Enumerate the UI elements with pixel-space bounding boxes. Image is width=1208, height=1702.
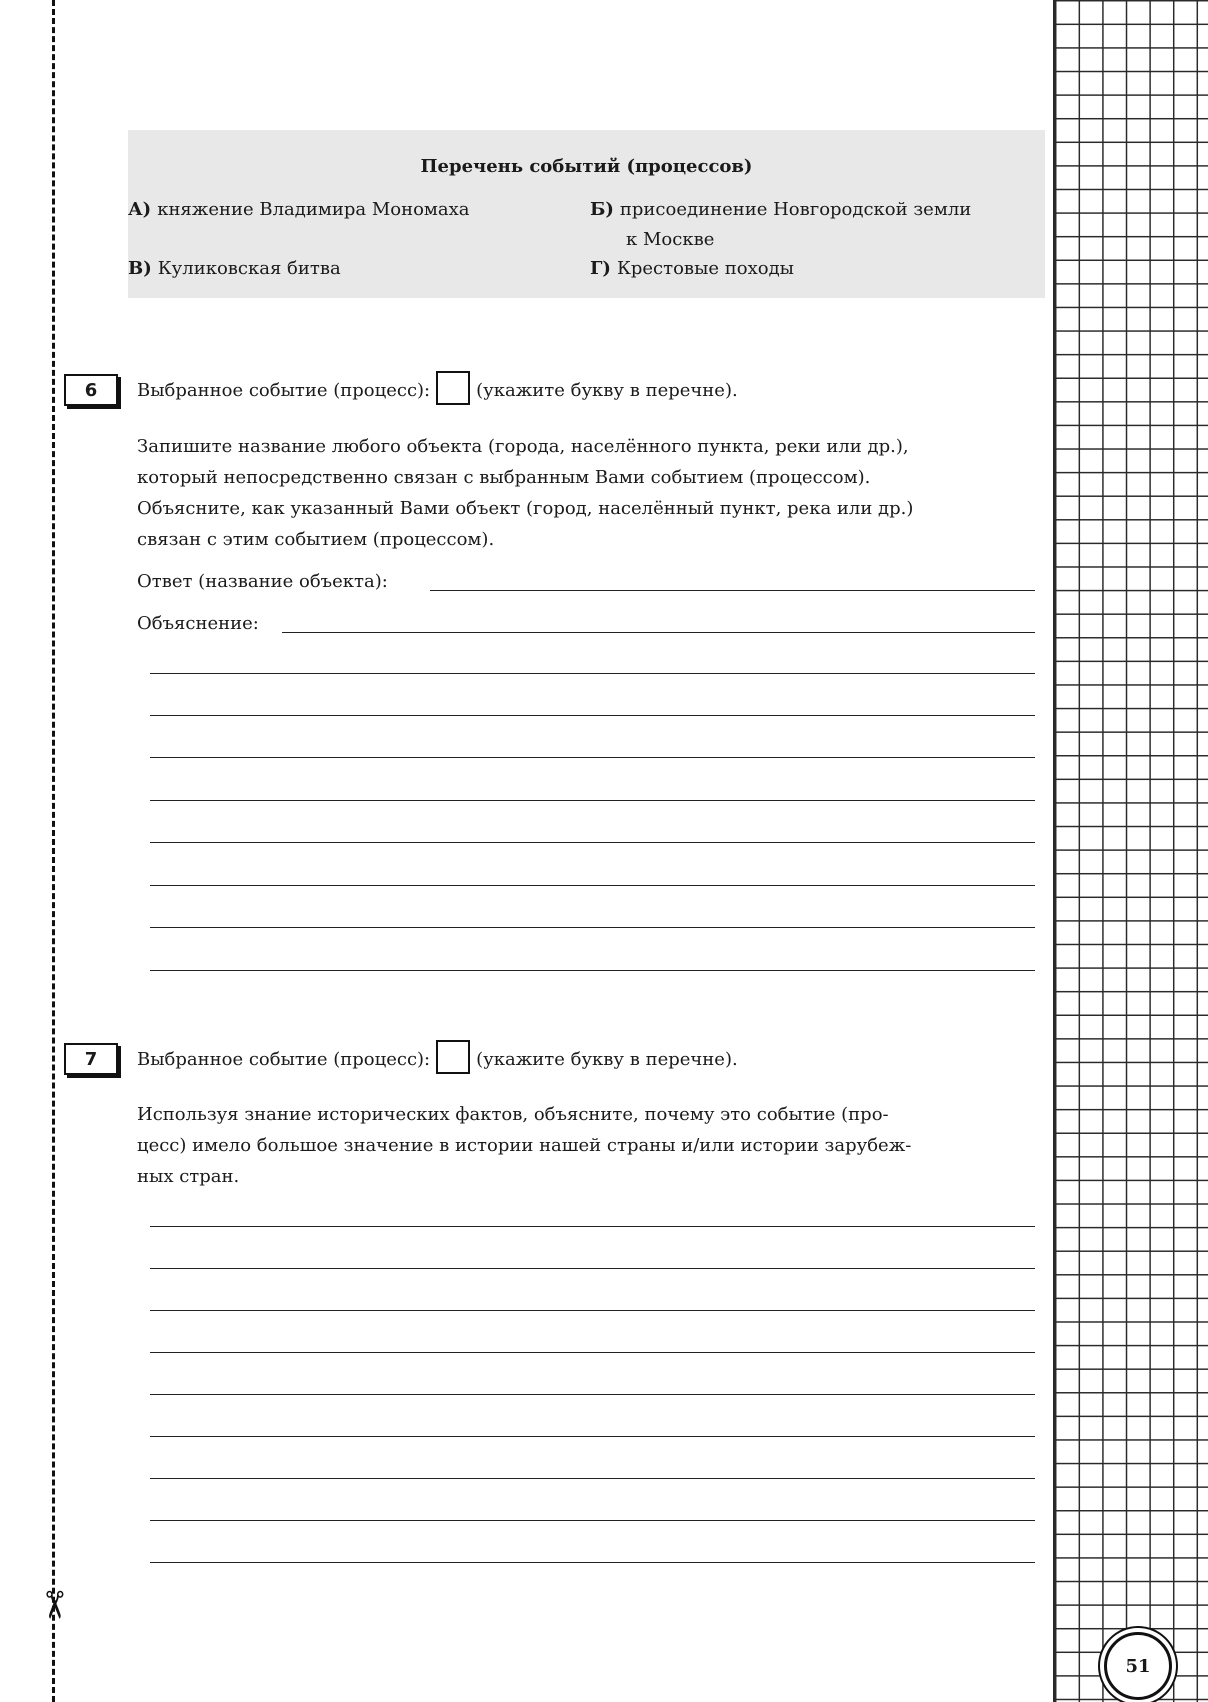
event-text: присоединение Новгородской земли	[619, 199, 972, 220]
writing-line[interactable]	[150, 885, 1035, 886]
event-b	[590, 195, 971, 225]
event-letter: Б)	[590, 199, 614, 220]
events-title: Перечень событий (процессов)	[420, 156, 753, 177]
writing-line[interactable]	[150, 1436, 1035, 1437]
event-text: Крестовые походы	[616, 258, 794, 279]
event-b-continuation: к Москве	[626, 229, 715, 250]
chosen-label: Выбранное событие (процесс):	[137, 1049, 431, 1070]
task-6-number: 6	[64, 374, 118, 406]
paragraph-line: цесс) имело большое значение в истории нашей страны и/или истории зарубеж-	[137, 1135, 912, 1156]
event-text: Куликовская битва	[157, 258, 341, 279]
scissors-icon: ✂	[31, 1589, 76, 1621]
task-7-letter-box[interactable]	[436, 1040, 470, 1074]
task-7-number: 7	[64, 1043, 118, 1075]
task-7-instructions	[137, 1099, 1037, 1192]
writing-line[interactable]	[150, 1268, 1035, 1269]
paragraph-line: Объясните, как указанный Вами объект (город, населённый пункт, река или др.)	[137, 498, 914, 519]
cut-line	[52, 0, 55, 1702]
writing-line[interactable]	[150, 800, 1035, 801]
writing-line[interactable]	[150, 1562, 1035, 1563]
page-number: 51	[1104, 1632, 1172, 1700]
paragraph-line: Запишите название любого объекта (города, населённого пункта, реки или др.),	[137, 436, 909, 457]
writing-line[interactable]	[150, 757, 1035, 758]
writing-line[interactable]	[150, 1352, 1035, 1353]
writing-line[interactable]	[150, 927, 1035, 928]
writing-line[interactable]	[150, 1520, 1035, 1521]
event-g	[590, 254, 794, 284]
task-6-chosen-event	[137, 374, 738, 408]
event-letter: А)	[128, 199, 152, 220]
writing-line[interactable]	[150, 842, 1035, 843]
task-6-answer-line[interactable]	[430, 590, 1035, 591]
task-6-instructions	[137, 431, 1037, 555]
writing-line[interactable]	[150, 715, 1035, 716]
paragraph-line: Используя знание исторических фактов, объясните, почему это событие (про-	[137, 1104, 889, 1125]
chosen-label: Выбранное событие (процесс):	[137, 380, 431, 401]
chosen-hint: (укажите букву в перечне).	[476, 1049, 738, 1070]
event-v	[128, 254, 341, 284]
paragraph-line: связан с этим событием (процессом).	[137, 529, 495, 550]
paragraph-line: который непосредственно связан с выбранным Вами событием (процессом).	[137, 467, 871, 488]
writing-line[interactable]	[150, 1310, 1035, 1311]
task-7-chosen-event	[137, 1043, 738, 1077]
task-6-answer-label: Ответ (название объекта):	[137, 571, 388, 592]
writing-line[interactable]	[150, 1478, 1035, 1479]
task-6-explanation-line[interactable]	[282, 632, 1035, 633]
paragraph-line: ных стран.	[137, 1166, 240, 1187]
writing-line[interactable]	[150, 1226, 1035, 1227]
grid-margin	[1053, 0, 1208, 1702]
event-letter: В)	[128, 258, 152, 279]
event-letter: Г)	[590, 258, 611, 279]
task-6-letter-box[interactable]	[436, 371, 470, 405]
writing-line[interactable]	[150, 970, 1035, 971]
writing-line[interactable]	[150, 1394, 1035, 1395]
event-text: княжение Владимира Мономаха	[157, 199, 470, 220]
event-a	[128, 195, 470, 225]
chosen-hint: (укажите букву в перечне).	[476, 380, 738, 401]
task-6-explanation-label: Объяснение:	[137, 613, 259, 634]
writing-line[interactable]	[150, 673, 1035, 674]
